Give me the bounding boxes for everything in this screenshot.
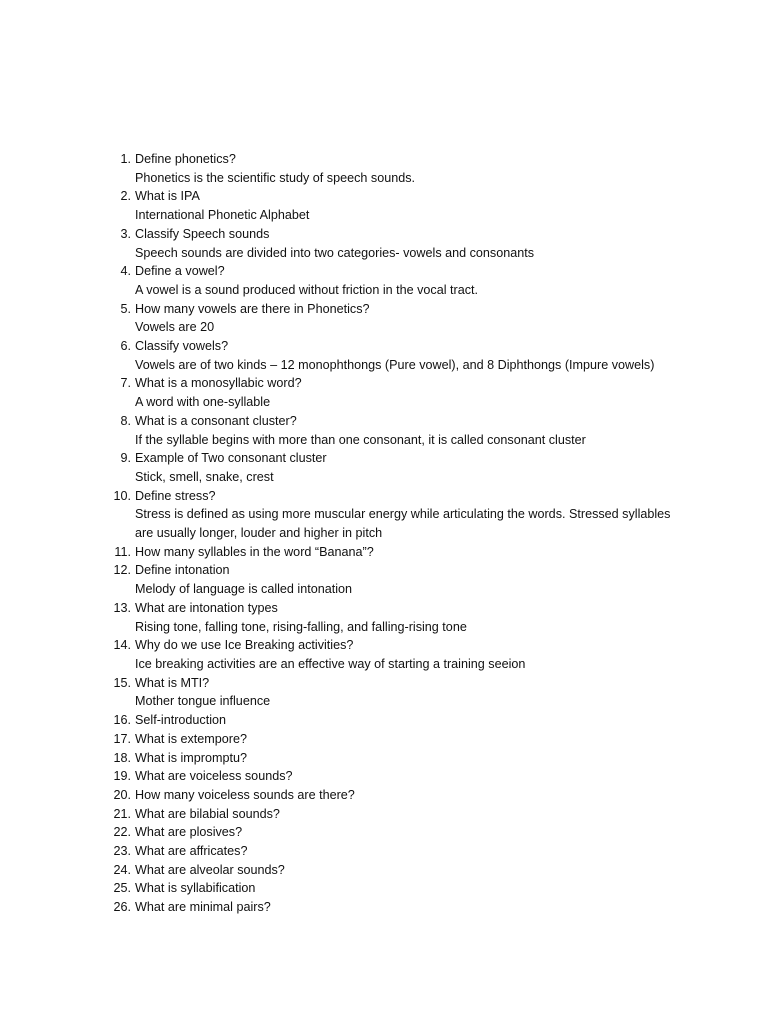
question-text: Define intonation (135, 563, 230, 578)
list-item-1 (0, 150, 768, 187)
answer-text: International Phonetic Alphabet (135, 208, 310, 223)
list-item-2 (0, 187, 768, 224)
question-text: Define a vowel? (135, 264, 225, 279)
item-number: 26. (113, 900, 131, 915)
question-text: What is a monosyllabic word? (135, 376, 302, 391)
list-item-23 (0, 842, 768, 861)
list-item-11 (0, 543, 768, 562)
item-number: 5. (120, 301, 131, 316)
item-number: 4. (120, 264, 131, 279)
answer-text: Vowels are 20 (135, 320, 215, 335)
list-item-26 (0, 898, 768, 917)
item-number: 23. (113, 844, 131, 859)
answer-text: A vowel is a sound produced without friction in the vocal tract. (135, 282, 479, 297)
answer-text: Rising tone, falling tone, rising-falling, and falling-rising tone (135, 619, 467, 634)
question-text: How many voiceless sounds are there? (135, 787, 355, 802)
question-text: What is extempore? (135, 731, 247, 746)
answer-text: Speech sounds are divided into two categories- vowels and consonants (135, 245, 535, 260)
question-text: How many syllables in the word “Banana”? (135, 544, 374, 559)
item-number: 12. (113, 563, 131, 578)
answer-text: Mother tongue influence (135, 694, 271, 709)
question-text: What are plosives? (135, 825, 243, 840)
question-text: What is impromptu? (135, 750, 247, 765)
question-text: What are affricates? (135, 844, 248, 859)
list-item-10 (0, 487, 768, 543)
answer-text: Stick, smell, snake, crest (135, 469, 274, 484)
item-number: 8. (120, 413, 131, 428)
list-item-4 (0, 262, 768, 299)
answer-text: Melody of language is called intonation (135, 582, 353, 597)
item-number: 13. (113, 600, 131, 615)
item-number: 22. (113, 825, 131, 840)
list-item-6 (0, 337, 768, 374)
question-text: What is IPA (135, 189, 200, 204)
item-number: 14. (113, 638, 131, 653)
list-item-14 (0, 636, 768, 673)
item-number: 6. (120, 339, 131, 354)
question-text: Define phonetics? (135, 152, 236, 166)
question-text: What are bilabial sounds? (135, 806, 280, 821)
list-item-9 (0, 449, 768, 486)
question-text: What are minimal pairs? (135, 900, 271, 915)
answer-text: Ice breaking activities are an effective way of starting a training seeion (135, 656, 526, 671)
item-number: 18. (113, 750, 131, 765)
list-item-18 (0, 749, 768, 768)
list-item-15 (0, 674, 768, 711)
item-number: 25. (113, 881, 131, 896)
question-text: What is a consonant cluster? (135, 413, 297, 428)
question-text: What is syllabification (135, 881, 256, 896)
list-item-7 (0, 374, 768, 411)
answer-text: Phonetics is the scientific study of speech sounds. (135, 170, 416, 185)
item-number: 21. (113, 806, 131, 821)
list-item-5 (0, 300, 768, 337)
answer-text: A word with one-syllable (135, 395, 271, 410)
item-number: 7. (120, 376, 131, 391)
question-text: Self-introduction (135, 713, 227, 728)
question-text: Why do we use Ice Breaking activities? (135, 638, 354, 653)
item-number: 15. (113, 675, 131, 690)
question-text: What is MTI? (135, 675, 210, 690)
item-number: 9. (120, 451, 131, 466)
list-item-13 (0, 599, 768, 636)
item-number: 16. (113, 713, 131, 728)
question-text: What are intonation types (135, 600, 278, 615)
question-text: Define stress? (135, 488, 216, 503)
list-item-24 (0, 861, 768, 880)
list-item-17 (0, 730, 768, 749)
list-item-25 (0, 879, 768, 898)
item-number: 11. (114, 544, 131, 559)
question-text: What are alveolar sounds? (135, 862, 285, 877)
item-number: 10. (113, 488, 131, 503)
answer-text: Stress is defined as using more muscular energy while articulating the words. Stressed syllables are usually longer, louder and higher in pitch (135, 507, 671, 541)
list-item-3 (0, 225, 768, 262)
item-number: 3. (120, 226, 131, 241)
item-number: 24. (113, 862, 131, 877)
list-item-12 (0, 561, 768, 598)
list-item-22 (0, 823, 768, 842)
question-text: Classify Speech sounds (135, 226, 270, 241)
question-text: What are voiceless sounds? (135, 769, 293, 784)
list-item-20 (0, 786, 768, 805)
question-answer-list (0, 150, 768, 917)
list-item-19 (0, 767, 768, 786)
item-number: 2. (120, 189, 131, 204)
list-item-8 (0, 412, 768, 449)
item-number: 1. (120, 152, 131, 166)
item-number: 19. (113, 769, 131, 784)
item-number: 20. (113, 787, 131, 802)
list-item-21 (0, 805, 768, 824)
answer-text: Vowels are of two kinds – 12 monophthongs (Pure vowel), and 8 Diphthongs (Impure vowels) (135, 357, 655, 372)
question-text: Example of Two consonant cluster (135, 451, 327, 466)
question-text: Classify vowels? (135, 339, 229, 354)
item-number: 17. (113, 731, 131, 746)
list-item-16 (0, 711, 768, 730)
question-text: How many vowels are there in Phonetics? (135, 301, 370, 316)
answer-text: If the syllable begins with more than one consonant, it is called consonant cluster (135, 432, 586, 447)
